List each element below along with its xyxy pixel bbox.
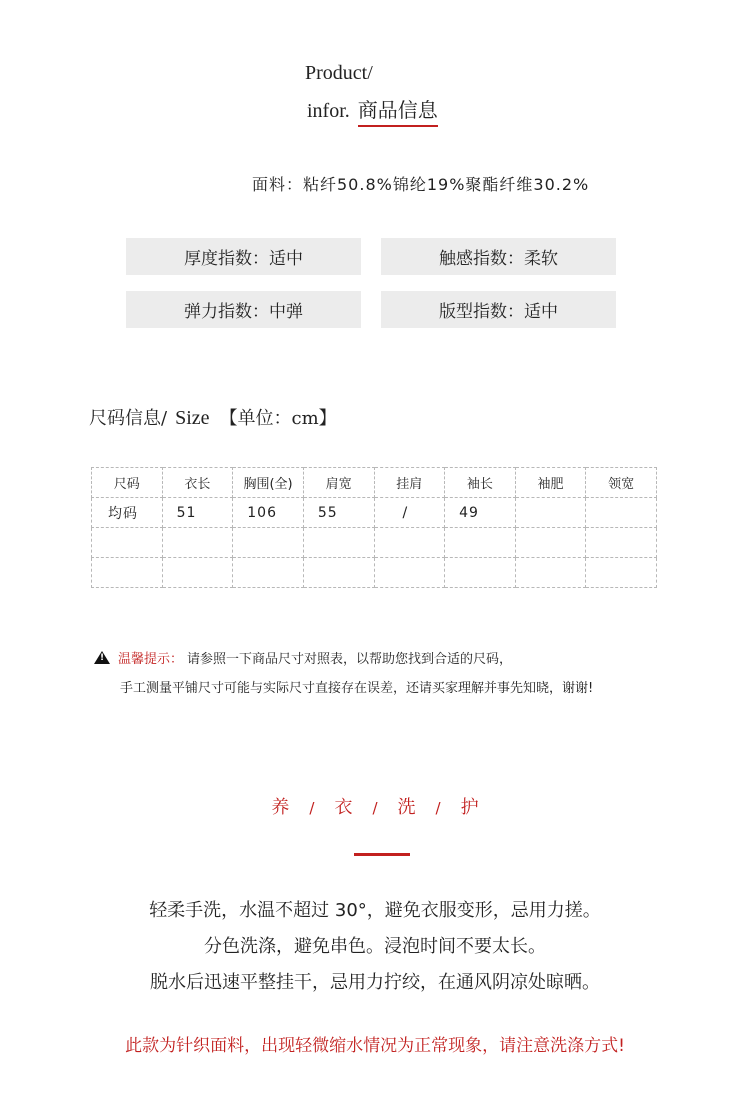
table-cell — [92, 528, 163, 558]
care-title-char: 衣 — [334, 797, 353, 818]
care-title-char: 护 — [460, 797, 479, 818]
notice-line1 — [94, 648, 512, 667]
care-text-line2: 分色洗涤，避免串色。浸泡时间不要太长。 — [204, 936, 546, 957]
care-title-separator: / — [372, 799, 378, 817]
size-info-unit: 【单位：cm】 — [219, 408, 337, 429]
table-header-cell: 肩宽 — [303, 468, 374, 498]
table-cell — [233, 528, 304, 558]
notice-text-line2: 手工测量平铺尺寸可能与实际尺寸直接存在误差，还请买家理解并事先知晓，谢谢! — [120, 681, 594, 696]
table-cell: 49 — [445, 498, 516, 528]
size-info-title-en: Size — [175, 407, 210, 429]
notice-text-line1: 请参照一下商品尺寸对照表，以帮助您找到合适的尺码， — [187, 652, 513, 667]
table-cell: / — [374, 498, 445, 528]
table-header-cell: 挂肩 — [374, 468, 445, 498]
size-info-title — [89, 404, 337, 430]
attribute-thickness: 厚度指数：适中 — [126, 238, 361, 275]
attribute-fit: 版型指数：适中 — [381, 291, 616, 328]
table-cell — [92, 558, 163, 588]
table-cell — [445, 528, 516, 558]
table-cell: 106 — [233, 498, 304, 528]
warning-icon: ! — [94, 651, 110, 664]
table-row — [92, 498, 657, 528]
care-text-line1: 轻柔手洗，水温不超过 30°，避免衣服变形，忌用力搓。 — [149, 900, 601, 921]
table-cell — [162, 528, 233, 558]
attribute-elasticity: 弹力指数：中弹 — [126, 291, 361, 328]
table-row — [92, 558, 657, 588]
size-table — [91, 467, 657, 588]
table-header-cell: 领宽 — [586, 468, 657, 498]
header-title-cn: 商品信息 — [358, 94, 438, 127]
table-cell — [586, 558, 657, 588]
fabric-composition: 面料：粘纤50.8%锦纶19%聚酯纤维30.2% — [252, 175, 590, 194]
table-header-cell: 胸围(全) — [233, 468, 304, 498]
header-title-en-line2: infor. — [307, 100, 350, 122]
care-title — [0, 793, 750, 819]
table-cell — [374, 528, 445, 558]
table-cell — [374, 558, 445, 588]
care-title-char: 养 — [271, 797, 290, 818]
table-cell — [515, 498, 586, 528]
table-cell: 55 — [303, 498, 374, 528]
table-row — [92, 528, 657, 558]
table-cell — [515, 528, 586, 558]
notice-label: 温馨提示： — [118, 652, 184, 667]
care-title-char: 洗 — [397, 797, 416, 818]
table-header-cell: 尺码 — [92, 468, 163, 498]
care-warning: 此款为针织面料，出现轻微缩水情况为正常现象，请注意洗涤方式! — [125, 1036, 625, 1056]
size-info-title-cn: 尺码信息/ — [89, 408, 168, 429]
header-title-en-line1: Product/ — [305, 62, 373, 84]
care-title-separator: / — [435, 799, 441, 817]
table-cell: 均码 — [92, 498, 163, 528]
care-divider — [354, 853, 410, 856]
table-cell — [515, 558, 586, 588]
table-cell — [303, 528, 374, 558]
care-text-line3: 脱水后迅速平整挂干，忌用力拧绞，在通风阴凉处晾晒。 — [150, 972, 600, 993]
header-title-row — [307, 94, 438, 127]
table-cell — [445, 558, 516, 588]
size-table-header-row — [92, 468, 657, 498]
attribute-touch: 触感指数：柔软 — [381, 238, 616, 275]
table-cell — [586, 498, 657, 528]
table-cell — [586, 528, 657, 558]
table-cell — [303, 558, 374, 588]
care-title-separator: / — [309, 799, 315, 817]
table-cell — [162, 558, 233, 588]
table-header-cell: 衣长 — [162, 468, 233, 498]
table-cell — [233, 558, 304, 588]
table-header-cell: 袖长 — [445, 468, 516, 498]
table-header-cell: 袖肥 — [515, 468, 586, 498]
table-cell: 51 — [162, 498, 233, 528]
